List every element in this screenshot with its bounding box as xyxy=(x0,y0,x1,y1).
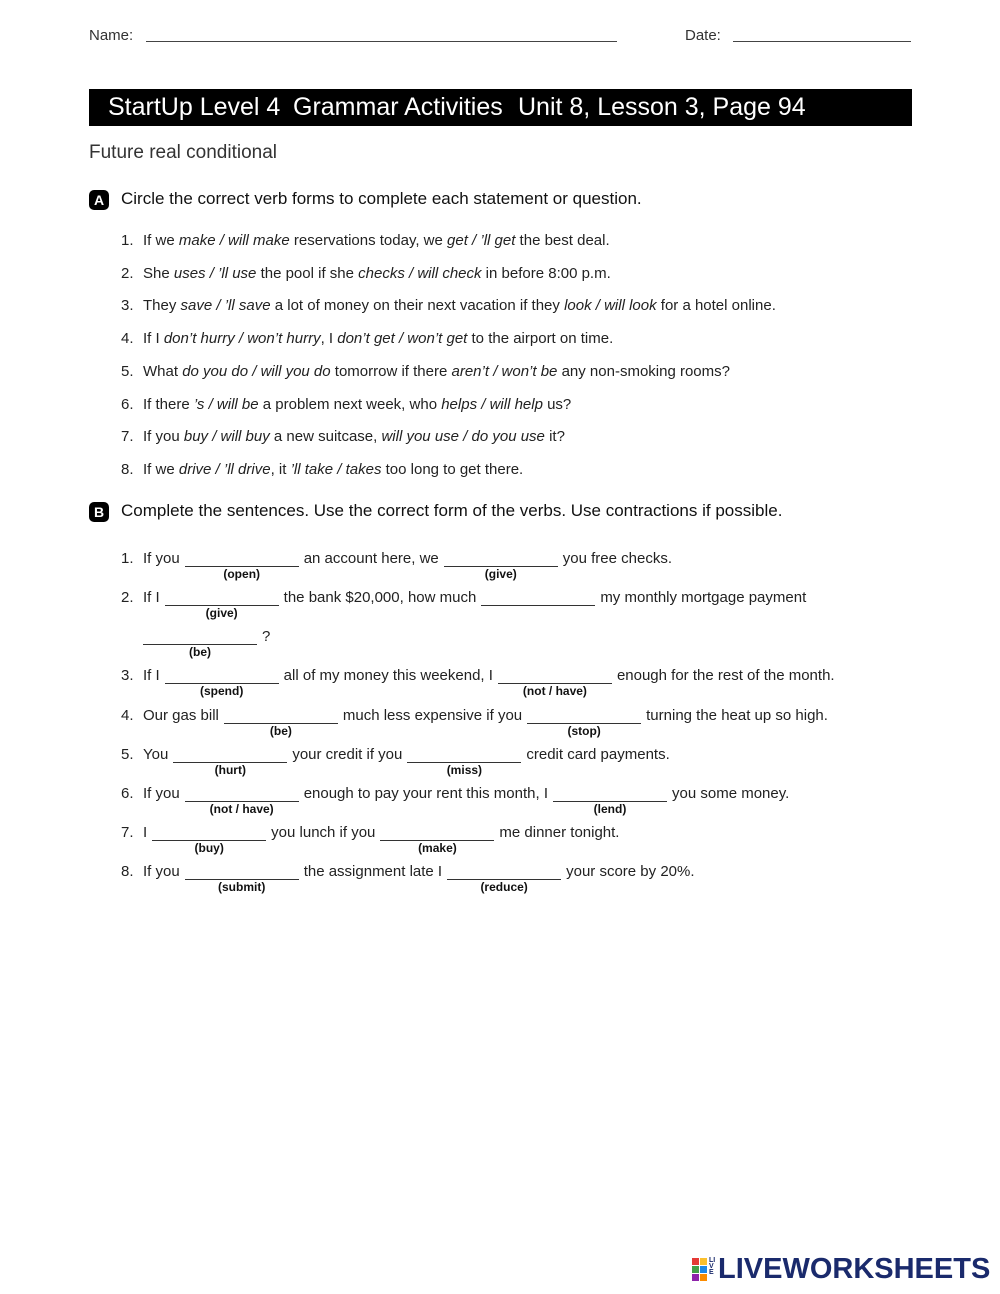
verb-hint: (not / have) xyxy=(522,684,587,698)
item-text: They xyxy=(143,297,181,315)
item-number: 1. xyxy=(121,232,134,249)
verb-hint: (not / have) xyxy=(209,802,274,816)
verb-choice[interactable]: checks / will check xyxy=(358,264,482,282)
section-a-item xyxy=(121,363,730,380)
sentence-text: ? xyxy=(262,628,271,645)
section-a-item xyxy=(121,396,571,413)
item-text: If we xyxy=(143,232,179,249)
verb-hint: (be) xyxy=(269,724,292,738)
item-number: 7. xyxy=(121,824,134,841)
verb-hint: (hurt) xyxy=(214,763,246,777)
banner-location: Unit 8, Lesson 3, Page 94 xyxy=(518,93,806,121)
sentence-text: If I xyxy=(143,589,160,606)
section-a-item xyxy=(121,461,523,478)
sentence-text: the bank $20,000, how much xyxy=(283,589,477,606)
verb-choice[interactable]: buy / will buy xyxy=(183,428,270,446)
item-number: 6. xyxy=(121,395,134,413)
name-input-line[interactable] xyxy=(146,41,617,42)
section-b-instruction: Complete the sentences. Use the correct form of the verbs. Use contractions if possible. xyxy=(121,501,783,520)
sentence-text: the assignment late I xyxy=(303,863,443,880)
sentence-text: you free checks. xyxy=(562,550,672,567)
sentence-text: I xyxy=(143,824,148,841)
answer-blank[interactable] xyxy=(481,605,595,606)
verb-hint: (submit) xyxy=(218,880,266,894)
verb-choice[interactable]: uses / ’ll use xyxy=(173,264,257,282)
item-text: the best deal. xyxy=(515,232,610,249)
sentence-text: If I xyxy=(143,667,160,684)
item-number: 6. xyxy=(121,785,134,802)
item-text: in before 8:00 p.m. xyxy=(481,264,611,282)
section-a-badge: A xyxy=(89,190,109,210)
item-text: reservations today, we xyxy=(289,232,448,249)
verb-hint: (reduce) xyxy=(480,880,528,894)
title-banner xyxy=(89,89,912,126)
verb-hint: (open) xyxy=(223,567,261,581)
logo-side-text: LIVE xyxy=(709,1257,716,1276)
verb-choice[interactable]: ’s / will be xyxy=(193,395,259,413)
verb-hint: (lend) xyxy=(593,802,627,816)
sentence-text: turning the heat up so high. xyxy=(646,707,828,724)
item-text: If there xyxy=(143,395,194,413)
sentence-text: Our gas bill xyxy=(143,707,219,724)
date-input-line[interactable] xyxy=(733,41,911,42)
item-number: 4. xyxy=(121,707,134,724)
item-text: If we xyxy=(143,460,179,478)
banner-activity: Grammar Activities xyxy=(293,93,503,121)
sentence-text: credit card payments. xyxy=(526,746,670,763)
item-number: 7. xyxy=(121,428,134,446)
item-text: What xyxy=(143,362,183,380)
verb-choice[interactable]: don’t get / won’t get xyxy=(337,330,468,348)
verb-choice[interactable]: will you use / do you use xyxy=(381,428,545,446)
item-number: 3. xyxy=(121,667,134,684)
item-number: 5. xyxy=(121,362,134,380)
sentence-text: much less expensive if you xyxy=(342,707,523,724)
verb-choice[interactable]: look / will look xyxy=(564,297,657,315)
verb-choice[interactable]: helps / will help xyxy=(441,395,543,413)
verb-hint: (stop) xyxy=(567,724,601,738)
item-number: 4. xyxy=(121,330,134,348)
sentence-text: your credit if you xyxy=(292,746,403,763)
section-a-instruction: Circle the correct verb forms to complete each statement or question. xyxy=(121,189,642,208)
verb-hint: (buy) xyxy=(194,841,224,855)
section-a-item xyxy=(121,265,611,282)
section-a-item xyxy=(121,232,610,249)
item-number: 5. xyxy=(121,746,134,763)
item-text: too long to get there. xyxy=(381,460,524,478)
sentence-text: your score by 20%. xyxy=(566,863,695,880)
sentence-text: you some money. xyxy=(672,785,790,802)
sentence-text: enough to pay your rent this month, I xyxy=(303,785,549,802)
verb-choice[interactable]: save / ’ll save xyxy=(180,297,271,315)
item-text: to the airport on time. xyxy=(467,330,614,348)
item-number: 2. xyxy=(121,264,134,282)
verb-choice[interactable]: do you do / will you do xyxy=(182,362,331,380)
section-a-item xyxy=(121,428,565,445)
sentence-text: my monthly mortgage payment xyxy=(600,589,807,606)
page-subtitle: Future real conditional xyxy=(89,142,277,163)
item-text: tomorrow if there xyxy=(330,362,452,380)
section-a-item xyxy=(121,297,776,314)
item-text: If I xyxy=(143,330,164,348)
verb-choice[interactable]: ’ll take / takes xyxy=(290,460,382,478)
verb-choice[interactable]: aren’t / won’t be xyxy=(451,362,558,380)
item-text: , it xyxy=(270,460,291,478)
verb-hint: (miss) xyxy=(446,763,483,777)
section-b-badge: B xyxy=(89,502,109,522)
item-text: , I xyxy=(320,330,338,348)
item-number: 1. xyxy=(121,550,134,567)
item-text: She xyxy=(143,264,174,282)
verb-choice[interactable]: make / will make xyxy=(178,232,290,249)
item-text: a problem next week, who xyxy=(258,395,442,413)
item-number: 2. xyxy=(121,589,134,606)
sentence-text: If you xyxy=(143,550,180,567)
date-label: Date: xyxy=(685,27,721,44)
verb-hint: (be) xyxy=(189,645,211,659)
verb-hint: (make) xyxy=(418,841,457,855)
verb-choice[interactable]: don’t hurry / won’t hurry xyxy=(163,330,321,348)
sentence-text: You xyxy=(143,746,169,763)
verb-hint: (give) xyxy=(205,606,238,620)
banner-level: StartUp Level 4 xyxy=(108,93,281,121)
section-a-item xyxy=(121,330,613,347)
sentence-text: all of my money this weekend, I xyxy=(283,667,493,684)
verb-choice[interactable]: get / ’ll get xyxy=(447,232,516,249)
item-text: us? xyxy=(542,395,572,413)
item-text: If you xyxy=(143,428,184,446)
item-text: it? xyxy=(544,428,565,446)
item-number: 8. xyxy=(121,460,134,478)
item-number: 8. xyxy=(121,863,134,880)
item-text: for a hotel online. xyxy=(656,297,776,315)
sentence-text: If you xyxy=(143,863,180,880)
item-text: any non-smoking rooms? xyxy=(557,362,730,380)
item-text: a lot of money on their next vacation if they xyxy=(270,297,565,315)
item-text: a new suitcase, xyxy=(269,428,382,446)
sentence-text: enough for the rest of the month. xyxy=(616,667,835,684)
name-label: Name: xyxy=(89,27,134,44)
liveworksheets-logo-text: LIVEWORKSHEETS xyxy=(718,1253,991,1285)
sentence-text: an account here, we xyxy=(303,550,439,567)
sentence-text: If you xyxy=(143,785,180,802)
sentence-text: you lunch if you xyxy=(271,824,376,841)
verb-hint: (give) xyxy=(484,567,517,581)
item-number: 3. xyxy=(121,297,134,315)
item-text: the pool if she xyxy=(256,264,359,282)
verb-choice[interactable]: drive / ’ll drive xyxy=(178,460,271,478)
verb-hint: (spend) xyxy=(200,684,244,698)
sentence-text: me dinner tonight. xyxy=(499,824,620,841)
